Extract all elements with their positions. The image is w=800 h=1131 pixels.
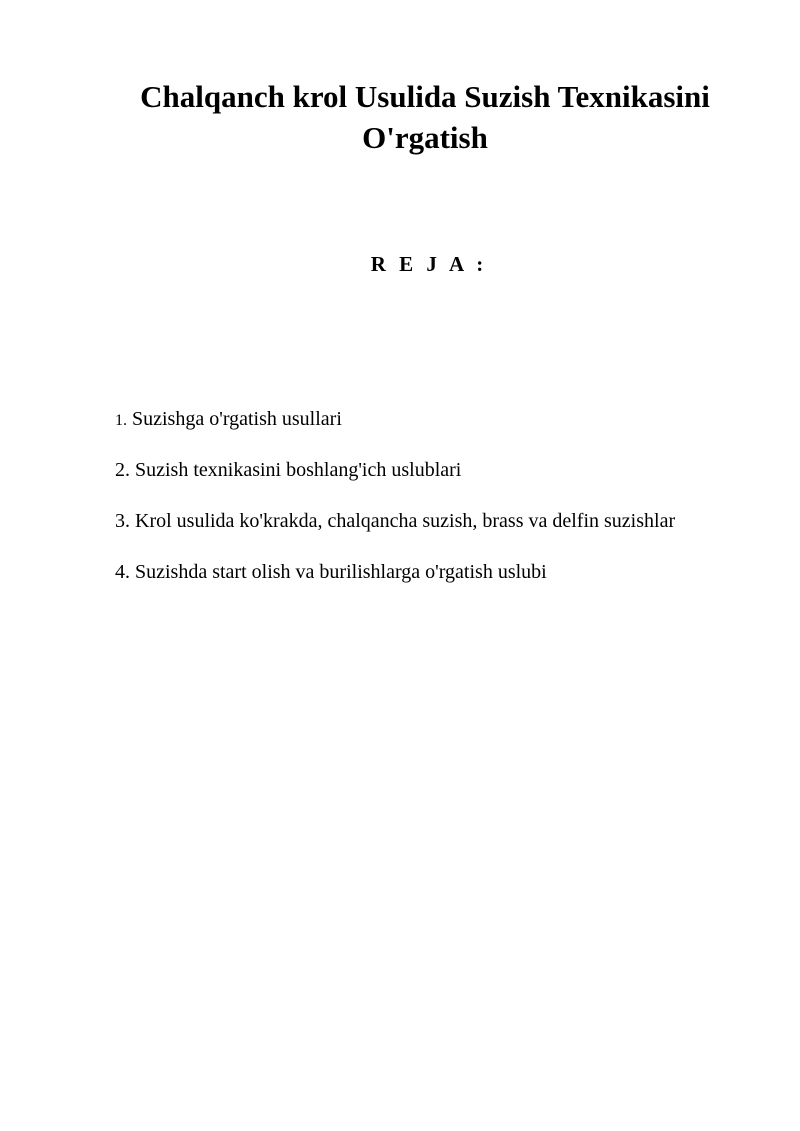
plan-item-number: 3. (115, 510, 130, 532)
plan-item-number: 4. (115, 561, 130, 583)
plan-item-3 (115, 507, 675, 558)
document-title (100, 76, 750, 158)
title-line-2: O'rgatish (362, 120, 488, 155)
plan-item-4 (115, 558, 675, 609)
plan-heading: R E J A : (370, 252, 488, 276)
plan-item-text: Krol usulida ko'krakda, chalqancha suzish, brass va delfin suzishlar (130, 510, 676, 532)
title-line-1: Chalqanch krol Usulida Suzish Texnikasini (140, 79, 710, 114)
plan-item-text: Suzishda start olish va burilishlarga o'rgatish uslubi (130, 561, 547, 583)
plan-list (115, 405, 675, 609)
plan-item-text: Suzishga o'rgatish usullari (127, 408, 342, 430)
plan-item-text: Suzish texnikasini boshlang'ich uslublari (130, 459, 462, 481)
plan-item-number: 1. (115, 412, 127, 429)
plan-item-1 (115, 405, 675, 456)
plan-item-number: 2. (115, 459, 130, 481)
plan-item-2 (115, 456, 675, 507)
